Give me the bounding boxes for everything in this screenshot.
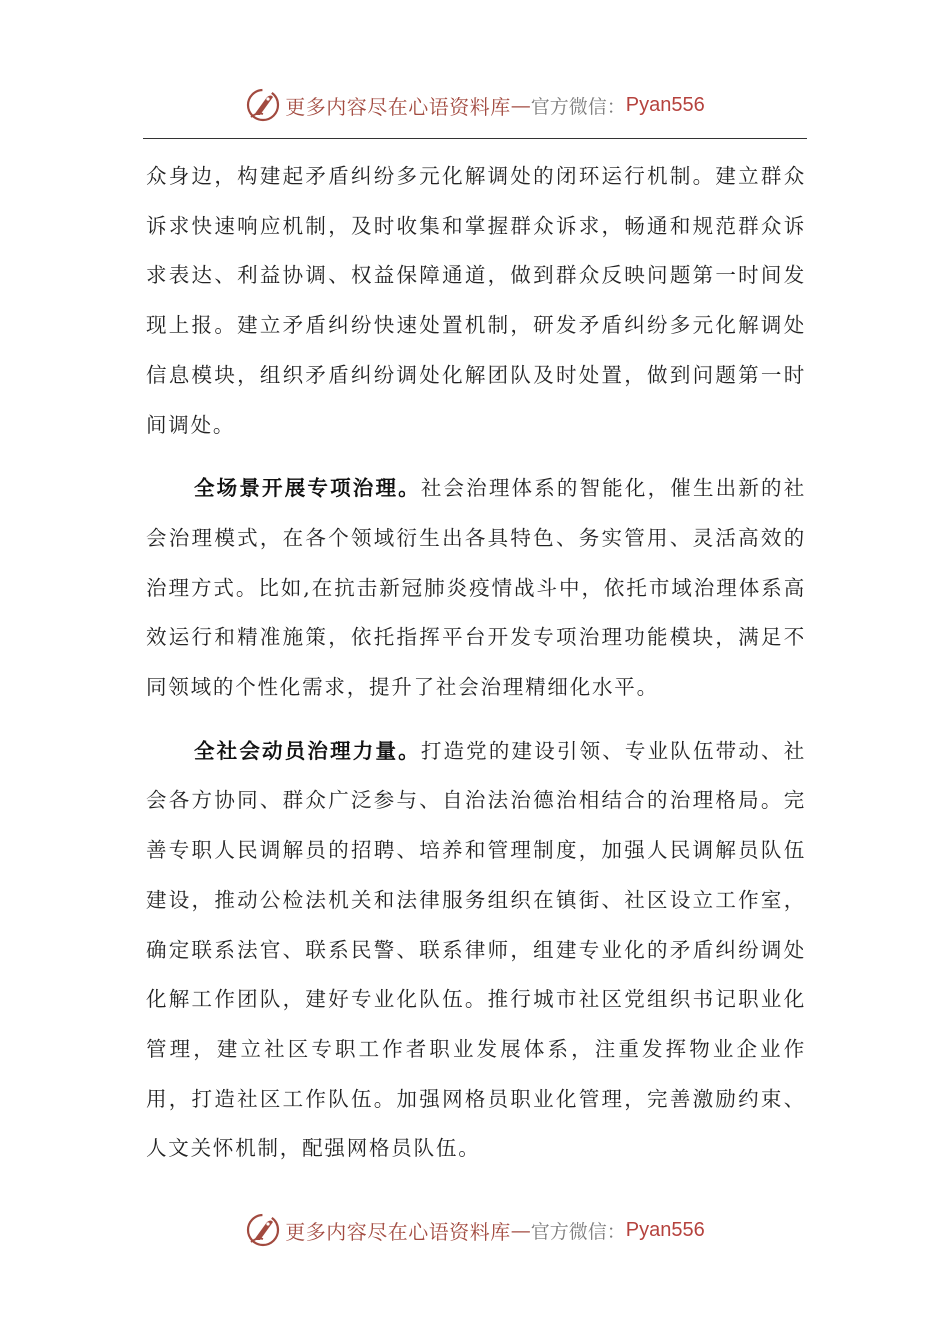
paragraph-2-text: 社会治理体系的智能化，催生出新的社会治理模式，在各个领域衍生出各具特色、务实管用、灵活高效的治理方式。比如,在抗击新冠肺炎疫情战斗中，依托市域治理体系高效运行和精准施策，依托指挥平台开发专项治理功能模块，满足不同领域的个性化需求，提升了社会治理精细化水平。 [146, 476, 806, 700]
header-dash: — [510, 93, 531, 117]
header-divider [143, 138, 807, 139]
paragraph-2 [146, 464, 806, 713]
pen-nib-logo-icon [245, 87, 281, 123]
footer-dash: — [510, 1218, 531, 1242]
header-site-name: 更多内容尽在心语资料库 [285, 94, 511, 119]
paragraph-2-heading: 全场景开展专项治理。 [194, 476, 421, 501]
footer-wechat-label: 官方微信： [530, 1220, 626, 1243]
pen-nib-logo-icon [245, 1212, 281, 1248]
page-footer [0, 1205, 950, 1255]
footer-wechat-id: Pyan556 [625, 1218, 705, 1241]
footer-site-name: 更多内容尽在心语资料库 [285, 1219, 511, 1244]
paragraph-3-heading: 全社会动员治理力量。 [194, 738, 421, 763]
document-body [146, 152, 806, 1174]
paragraph-1-text: 众身边，构建起矛盾纠纷多元化解调处的闭环运行机制。建立群众诉求快速响应机制，及时收集和掌握群众诉求，畅通和规范群众诉求表达、利益协调、权益保障通道，做到群众反映问题第一时间发现上报。建立矛盾纠纷快速处置机制，研发矛盾纠纷多元化解调处信息模块，组织矛盾纠纷调处化解团队及时处置，做到问题第一时间调处。 [146, 164, 806, 437]
paragraph-1 [146, 152, 806, 450]
paragraph-3-text: 打造党的建设引领、专业队伍带动、社会各方协同、群众广泛参与、自治法治德治相结合的治理格局。完善专职人民调解员的招聘、培养和管理制度，加强人民调解员队伍建设，推动公检法机关和法律服务组织在镇街、社区设立工作室，确定联系法官、联系民警、联系律师，组建专业化的矛盾纠纷调处化解工作团队，建好专业化队伍。推行城市社区党组织书记职业化管理，建立社区专职工作者职业发展体系，注重发挥物业企业作用，打造社区工作队伍。加强网格员职业化管理，完善激励约束、人文关怀机制，配强网格员队伍。 [146, 738, 806, 1161]
header-banner [245, 87, 704, 123]
header-wechat-id: Pyan556 [625, 93, 705, 116]
header-wechat-label: 官方微信： [530, 95, 626, 118]
paragraph-3 [146, 727, 806, 1174]
footer-banner [245, 1212, 704, 1248]
page-header [0, 80, 950, 130]
